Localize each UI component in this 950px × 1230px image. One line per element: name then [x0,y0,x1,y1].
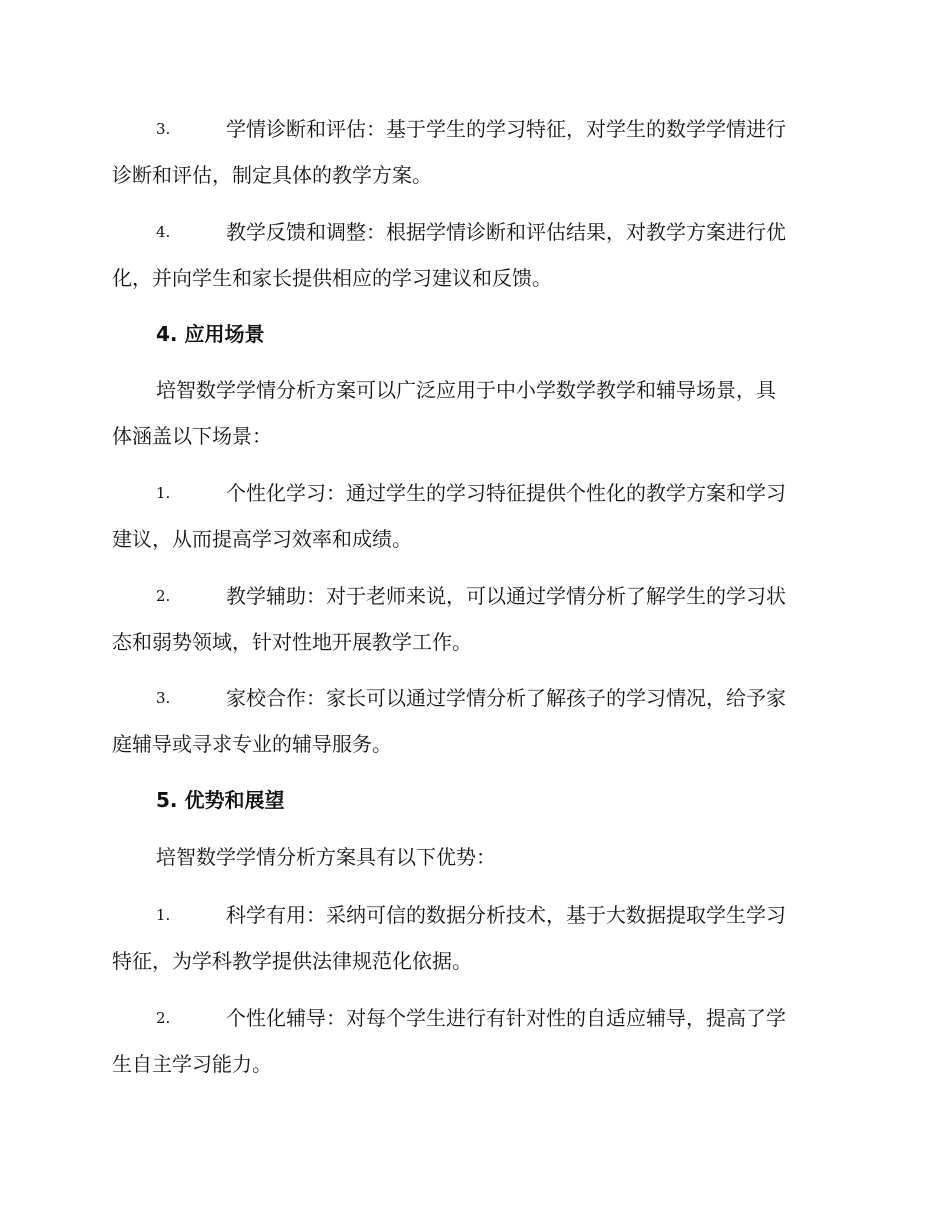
list-text: 学情诊断和评估：基于学生的学习特征，对学生的数学学情进行 [226,117,786,141]
list-text-continued: 生自主学习能力。 [112,1052,272,1076]
section-heading-text: 5. 优势和展望 [156,788,285,812]
list-number: 3. [156,689,171,707]
list-item [112,573,834,665]
list-text-continued: 态和弱势领域，针对性地开展教学工作。 [112,630,472,654]
list-number: 1. [156,484,171,502]
list-text: 家校合作：家长可以通过学情分析了解孩子的学习情况，给予家 [226,686,786,710]
list-text-continued: 建议，从而提高学习效率和成绩。 [112,527,412,551]
list-item [112,470,834,562]
section-heading [112,777,834,823]
list-text: 科学有用：采纳可信的数据分析技术，基于大数据提取学生学习 [226,903,786,927]
paragraph [112,367,834,459]
list-text-continued: 化，并向学生和家长提供相应的学习建议和反馈。 [112,266,552,290]
list-item [112,995,834,1087]
paragraph-text-continued: 体涵盖以下场景： [112,424,272,448]
list-text-continued: 诊断和评估，制定具体的教学方案。 [112,163,432,187]
list-text: 个性化学习：通过学生的学习特征提供个性化的教学方案和学习 [226,481,786,505]
list-number: 2. [156,587,171,605]
section-heading-text: 4. 应用场景 [156,322,265,346]
list-number: 3. [156,120,171,138]
list-item [112,892,834,984]
list-number: 2. [156,1009,171,1027]
list-text: 教学辅助：对于老师来说，可以通过学情分析了解学生的学习状 [226,584,786,608]
list-item [112,675,834,767]
paragraph-text: 培智数学学情分析方案可以广泛应用于中小学数学教学和辅导场景，具 [156,378,776,402]
list-number: 1. [156,906,171,924]
list-item [112,209,834,301]
paragraph-text: 培智数学学情分析方案具有以下优势： [156,845,496,869]
list-text: 个性化辅导：对每个学生进行有针对性的自适应辅导，提高了学 [226,1006,786,1030]
list-item [112,106,834,198]
list-number: 4. [156,223,171,241]
list-text-continued: 庭辅导或寻求专业的辅导服务。 [112,732,392,756]
list-text-continued: 特征，为学科教学提供法律规范化依据。 [112,949,472,973]
list-text: 教学反馈和调整：根据学情诊断和评估结果，对教学方案进行优 [226,220,786,244]
paragraph [112,834,834,880]
section-heading [112,311,834,357]
